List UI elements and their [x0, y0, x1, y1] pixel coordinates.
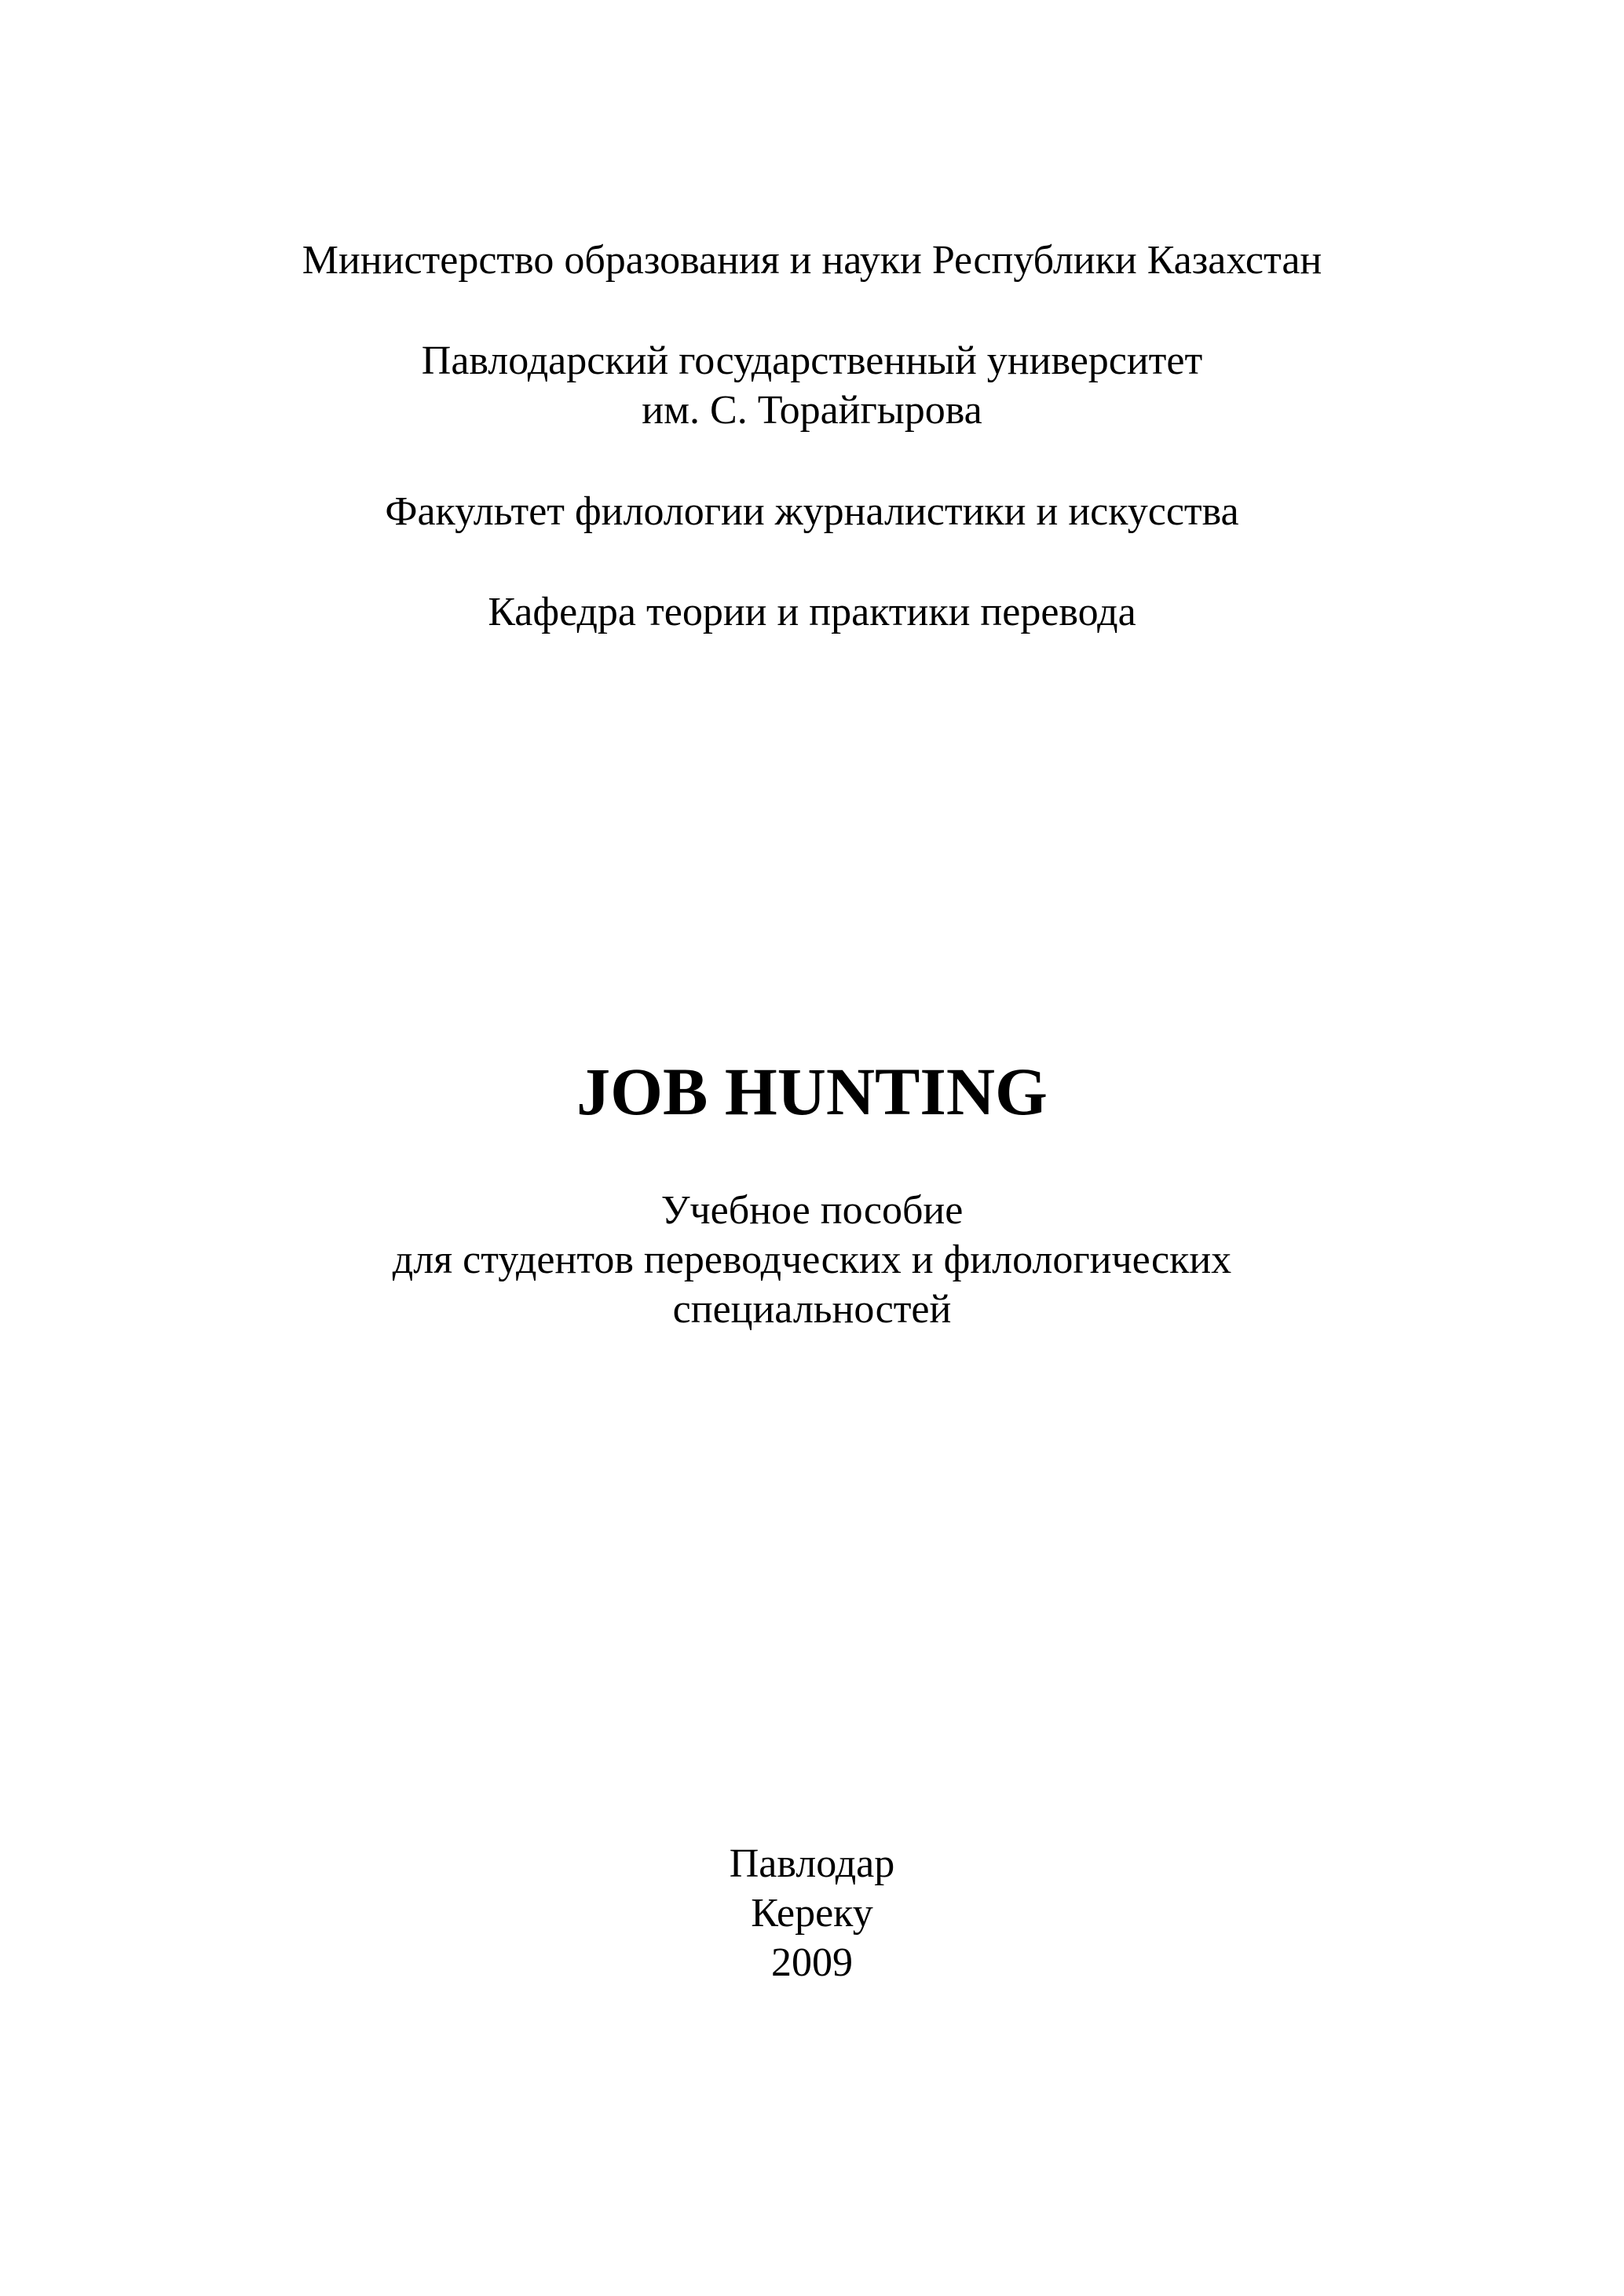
audience-line-continued: специальностей [672, 1287, 952, 1332]
ministry-name: Министерство образования и науки Республики Казахстан [302, 238, 1322, 283]
publication-year: 2009 [771, 1940, 853, 1985]
publication-city: Павлодар [729, 1841, 895, 1886]
university-name-continued: им. С. Торайгырова [642, 388, 982, 433]
document-title: JOB HUNTING [576, 1054, 1048, 1129]
university-name: Павлодарский государственный университет [421, 338, 1203, 383]
audience-line: для студентов переводческих и филологических [392, 1238, 1232, 1282]
department-name: Кафедра теории и практики перевода [488, 590, 1136, 634]
publisher-name: Кереку [751, 1891, 873, 1936]
document-type: Учебное пособие [660, 1188, 964, 1233]
faculty-name: Факультет филологии журналистики и искусства [385, 489, 1239, 534]
